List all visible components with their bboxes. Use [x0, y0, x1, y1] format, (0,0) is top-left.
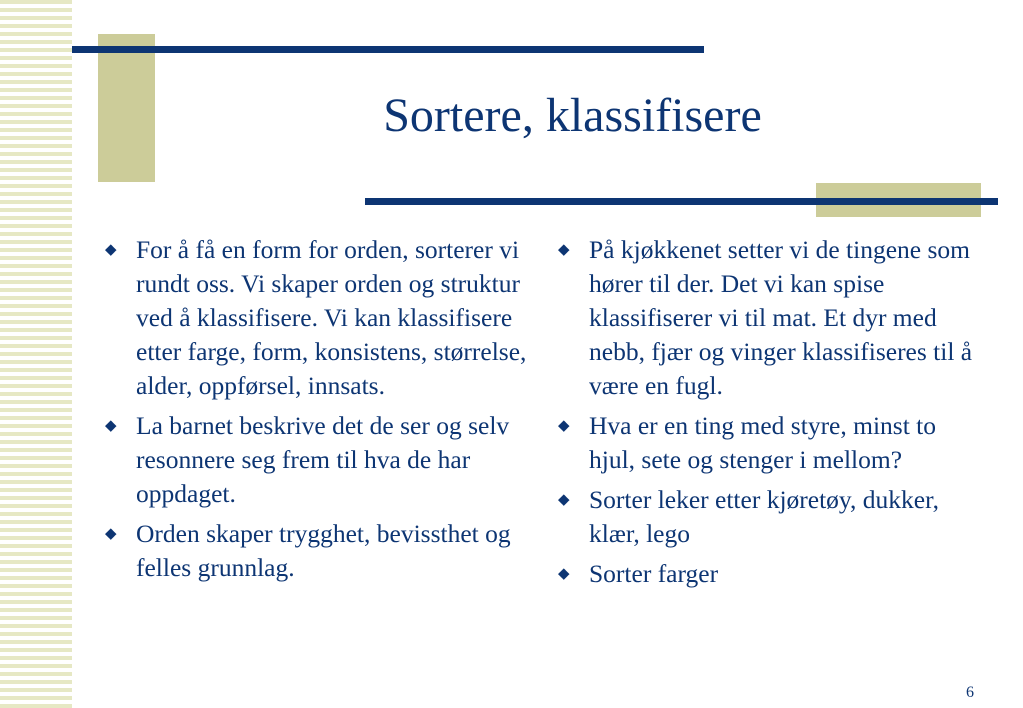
- decorative-line-top: [72, 46, 704, 53]
- list-item-text: Sorter farger: [589, 559, 719, 588]
- decorative-stripes: [0, 0, 72, 708]
- list-item: [102, 409, 527, 511]
- slide-title: Sortere, klassifisere: [383, 89, 762, 142]
- list-item-text: La barnet beskrive det de ser og selv resonnere seg frem til hva de har oppdaget.: [136, 411, 510, 508]
- diamond-bullet-icon: ◆: [105, 242, 117, 258]
- list-item-text: På kjøkkenet setter vi de tingene som hører til der. Det vi kan spise klassifiserer vi til mat. Et dyr med nebb, fjær og vinger klassifiseres til å være en fugl.: [589, 235, 973, 400]
- diamond-bullet-icon: ◆: [558, 566, 570, 582]
- list-item: [102, 233, 527, 403]
- list-item-text: Orden skaper trygghet, bevissthet og felles grunnlag.: [136, 519, 511, 582]
- list-item: [102, 517, 527, 585]
- diamond-bullet-icon: ◆: [558, 242, 570, 258]
- diamond-bullet-icon: ◆: [558, 492, 570, 508]
- list-item: [555, 483, 980, 551]
- left-bullet-list: [102, 233, 527, 591]
- list-item-text: Hva er en ting med styre, minst to hjul, sete og stenger i mellom?: [589, 411, 937, 474]
- list-item-text: Sorter leker etter kjøretøy, dukker, klær, lego: [589, 485, 939, 548]
- list-item: [555, 557, 980, 591]
- page-number: 6: [966, 684, 974, 701]
- diamond-bullet-icon: ◆: [558, 418, 570, 434]
- list-item-text: For å få en form for orden, sorterer vi rundt oss. Vi skaper orden og struktur ved å klassifisere. Vi kan klassifisere etter farge, form, konsistens, størrelse, alder, oppførsel, innsats.: [136, 235, 527, 400]
- list-item: [555, 409, 980, 477]
- decorative-line-middle: [365, 198, 998, 205]
- diamond-bullet-icon: ◆: [105, 526, 117, 542]
- decorative-block-left: [98, 34, 155, 182]
- right-bullet-list: [555, 233, 980, 597]
- diamond-bullet-icon: ◆: [105, 418, 117, 434]
- list-item: [555, 233, 980, 403]
